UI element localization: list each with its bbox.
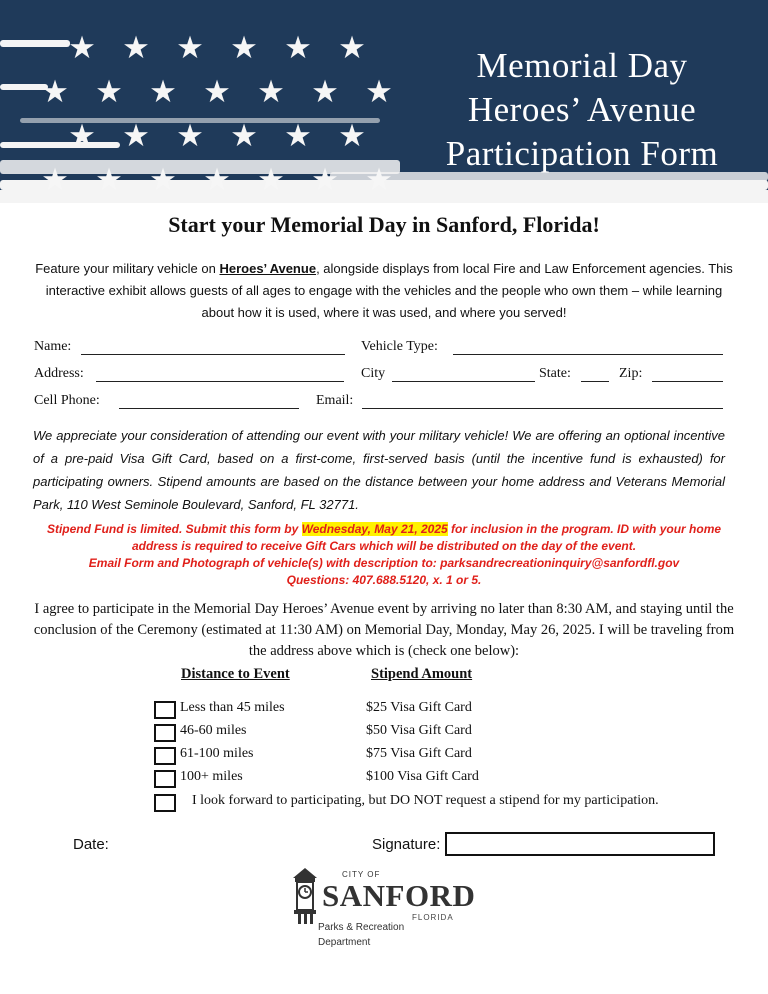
checkbox[interactable] bbox=[154, 794, 176, 812]
title-line: Memorial Day bbox=[476, 46, 688, 85]
questions-line: Questions: 407.688.5120, x. 1 or 5. bbox=[286, 573, 482, 587]
star-icon: ★ bbox=[338, 29, 366, 66]
star-icon: ★ bbox=[257, 161, 285, 198]
city-label: City bbox=[361, 366, 386, 381]
title-line: Heroes’ Avenue bbox=[467, 90, 697, 129]
no-stipend-label: I look forward to participating, but DO NOT request a stipend for my participation. bbox=[192, 793, 659, 808]
title-line: Participation Form bbox=[445, 134, 719, 173]
agreement-paragraph: I agree to participate in the Memorial Day Heroes’ Avenue event by arriving no later than 8:30 AM, and staying until the conclusion of the Ceremony (estimated at 11:30 AM) on Memorial Day, Monday, May 26, 2025. I will be traveling from the address above which is (check one below): bbox=[33, 601, 735, 659]
form-title bbox=[412, 44, 752, 176]
star-icon: ★ bbox=[284, 29, 312, 66]
field-row-phone bbox=[34, 393, 726, 413]
stipend-notice bbox=[30, 521, 738, 589]
star-icon: ★ bbox=[95, 73, 123, 110]
notice-text: Stipend Fund is limited. Submit this form by bbox=[46, 522, 302, 536]
star-icon: ★ bbox=[284, 117, 312, 154]
header-banner bbox=[0, 0, 768, 203]
address-label: Address: bbox=[34, 366, 84, 381]
zip-label: Zip: bbox=[619, 366, 643, 381]
name-field[interactable] bbox=[81, 354, 345, 355]
cell-phone-field[interactable] bbox=[119, 408, 299, 409]
star-icon: ★ bbox=[41, 73, 69, 110]
flag-stars bbox=[28, 26, 408, 202]
distance-label: 46-60 miles bbox=[180, 723, 247, 738]
star-icon: ★ bbox=[149, 161, 177, 198]
headline: Start your Memorial Day in Sanford, Florida! bbox=[168, 212, 600, 237]
option-row bbox=[154, 746, 714, 766]
star-icon: ★ bbox=[257, 73, 285, 110]
star-icon: ★ bbox=[338, 117, 366, 154]
sanford-logo bbox=[290, 866, 480, 948]
star-icon: ★ bbox=[41, 161, 69, 198]
stipend-amount: $100 Visa Gift Card bbox=[366, 769, 479, 784]
checkbox[interactable] bbox=[154, 770, 176, 788]
intro-paragraph bbox=[30, 258, 738, 324]
vehicle-type-label: Vehicle Type: bbox=[361, 339, 438, 354]
field-row-address bbox=[34, 366, 726, 386]
notice-text: for inclusion in the program. ID with your home address is required to receive Gift Cars which will be distributed on the day of the event. bbox=[131, 522, 722, 553]
star-icon: ★ bbox=[311, 73, 339, 110]
field-row-name bbox=[34, 339, 726, 359]
logo-department: Parks & Recreation Department bbox=[318, 922, 405, 948]
option-row bbox=[154, 769, 714, 789]
star-icon: ★ bbox=[68, 117, 96, 154]
star-icon: ★ bbox=[122, 29, 150, 66]
star-icon: ★ bbox=[95, 161, 123, 198]
option-row bbox=[154, 723, 714, 743]
star-icon: ★ bbox=[311, 161, 339, 198]
distance-label: Less than 45 miles bbox=[180, 700, 285, 715]
stipend-amount: $75 Visa Gift Card bbox=[366, 746, 472, 761]
star-icon: ★ bbox=[203, 73, 231, 110]
logo-state: FLORIDA bbox=[412, 913, 454, 922]
city-field[interactable] bbox=[392, 381, 535, 382]
email-field[interactable] bbox=[362, 408, 723, 409]
checkbox[interactable] bbox=[154, 724, 176, 742]
email-label: Email: bbox=[316, 393, 354, 408]
logo-name: SANFORD bbox=[322, 878, 476, 913]
star-row bbox=[28, 26, 408, 70]
star-icon: ★ bbox=[365, 73, 393, 110]
star-row bbox=[28, 70, 408, 114]
clock-tower-icon bbox=[290, 868, 320, 928]
intro-text: Feature your military vehicle on bbox=[35, 261, 220, 276]
heroes-avenue-text: Heroes’ Avenue bbox=[219, 261, 317, 276]
deadline-highlight: Wednesday, May 21, 2025 bbox=[301, 522, 448, 536]
intro-text: , alongside displays from local Fire and Law Enforcement agencies. This interactive exhibit allows guests of all ages to engage with the vehicles and the people who own them – while learning about how it is used, where it was used, and where you served! bbox=[45, 261, 733, 320]
distance-label: 61-100 miles bbox=[180, 746, 254, 761]
option-row-no-stipend bbox=[154, 793, 714, 813]
state-label: State: bbox=[539, 366, 571, 381]
signature-field[interactable] bbox=[445, 832, 715, 856]
star-icon: ★ bbox=[176, 117, 204, 154]
star-icon: ★ bbox=[68, 29, 96, 66]
distance-label: 100+ miles bbox=[180, 769, 243, 784]
signature-label: Signature: bbox=[372, 836, 441, 853]
stipend-amount: $25 Visa Gift Card bbox=[366, 700, 472, 715]
appreciation-paragraph: We appreciate your consideration of attending our event with your military vehicle! We are offering an optional incentive of a pre-paid Visa Gift Card, based on a first-come, first-served basis (until the incentive fund is exhausted) for participating owners. Stipend amounts are based on the distance between your home address and Veterans Memorial Park, 110 West Seminole Boulevard, Sanford, FL 32771. bbox=[33, 428, 725, 512]
star-row bbox=[28, 158, 408, 202]
stipend-column-header: Stipend Amount bbox=[371, 666, 473, 682]
logo-city-of: CITY OF bbox=[342, 870, 381, 879]
star-icon: ★ bbox=[230, 29, 258, 66]
option-row bbox=[154, 700, 714, 720]
cell-phone-label: Cell Phone: bbox=[34, 393, 100, 408]
star-icon: ★ bbox=[176, 29, 204, 66]
name-label: Name: bbox=[34, 339, 72, 354]
star-icon: ★ bbox=[203, 161, 231, 198]
star-row bbox=[28, 114, 408, 158]
state-field[interactable] bbox=[581, 381, 609, 382]
star-icon: ★ bbox=[122, 117, 150, 154]
zip-field[interactable] bbox=[652, 381, 723, 382]
email-instructions: Email Form and Photograph of vehicle(s) with description to: parksandrecreationinquiry@sanfordfl.gov bbox=[88, 556, 680, 570]
star-icon: ★ bbox=[149, 73, 177, 110]
vehicle-type-field[interactable] bbox=[453, 354, 723, 355]
checkbox[interactable] bbox=[154, 747, 176, 765]
star-icon: ★ bbox=[365, 161, 393, 198]
date-label: Date: bbox=[73, 836, 109, 853]
checkbox[interactable] bbox=[154, 701, 176, 719]
address-field[interactable] bbox=[96, 381, 344, 382]
star-icon: ★ bbox=[230, 117, 258, 154]
distance-column-header: Distance to Event bbox=[181, 666, 290, 682]
stipend-amount: $50 Visa Gift Card bbox=[366, 723, 472, 738]
